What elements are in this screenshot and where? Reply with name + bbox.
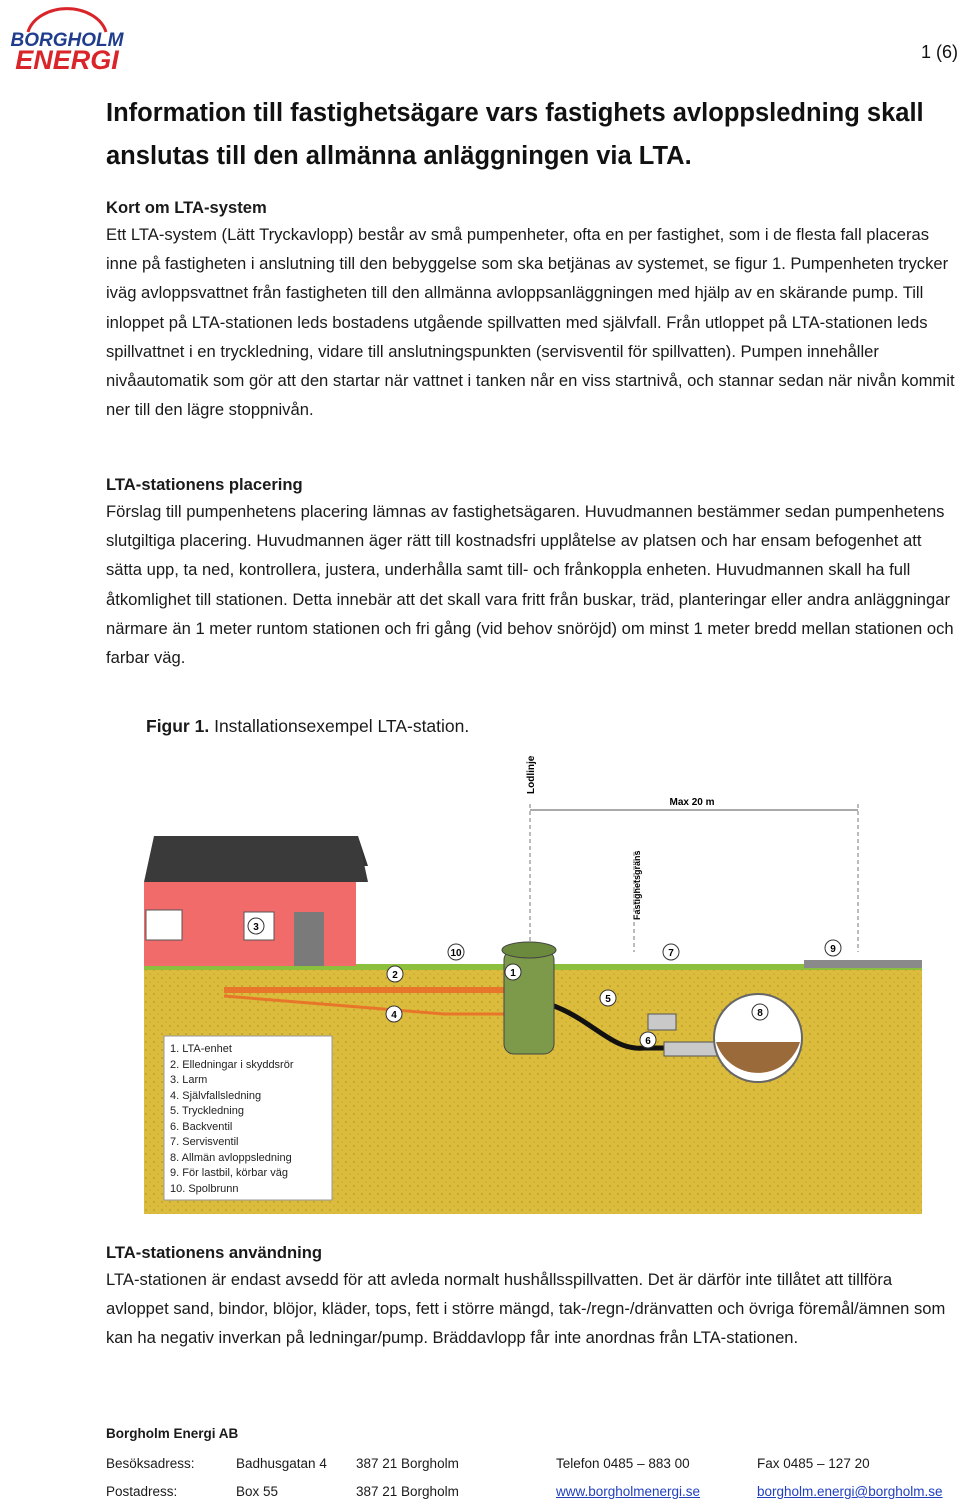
lodlinje-label: Lodlinje xyxy=(526,755,537,794)
legend-item-2: 2. Elledningar i skyddsrör xyxy=(170,1059,294,1071)
post-box: Box 55 xyxy=(236,1484,279,1499)
page-number-current: 1 xyxy=(920,42,931,62)
figure-caption-label: Figur 1. xyxy=(146,716,210,736)
section-heading: LTA-stationens användning xyxy=(106,1243,323,1262)
marker-1: 1 xyxy=(510,968,516,979)
legend-item-7: 7. Servisventil xyxy=(170,1136,239,1148)
marker-3: 3 xyxy=(253,922,259,933)
legend-item-4: 4. Självfallsledning xyxy=(170,1090,262,1102)
lta-tank-lid xyxy=(502,942,556,958)
house-door xyxy=(294,912,324,966)
service-valve xyxy=(648,1014,676,1030)
marker-10: 10 xyxy=(450,948,462,959)
legend-item-6: 6. Backventil xyxy=(170,1121,233,1133)
page-title: Information till fastighetsägare vars fastighets avloppsledning skall anslutas till den allmänna anläggningen via LTA. xyxy=(106,99,924,170)
marker-9: 9 xyxy=(830,944,836,955)
footer-visit-row xyxy=(106,1456,956,1476)
footer-company: Borgholm Energi AB xyxy=(106,1426,239,1441)
post-label: Postadress: xyxy=(106,1484,178,1499)
page-number-total: (6) xyxy=(936,42,958,62)
visit-street: Badhusgatan 4 xyxy=(236,1456,327,1471)
visit-city: 387 21 Borgholm xyxy=(356,1456,459,1471)
section-body: Ett LTA-system (Lätt Tryckavlopp) består av små pumpenheter, ofta en per fastighet, som i de flesta fall placeras inne på fastigheten i anslutning till den bebyggelse som ska betjänas av systemet, se figur 1. Pumpenheten trycker iväg avloppsvattnet från fastigheten till den allmänna avloppsanläggningen med hjälp av en skärande pump. Till inloppet på LTA-stationen leds bostadens utgående spillvatten med självfall. Från utloppet på LTA-stationen leds spillvattnet i en tryckledning, vidare till anslutningspunkten (servisventil för spillvatten). Pumpen innehåller nivåautomatik som gör att den startar när vattnet i tanken når en viss startnivå, och stannar sedan när nivån kommit ner till den lägre stoppnivån. xyxy=(106,225,955,420)
section-heading: LTA-stationens placering xyxy=(106,475,303,494)
marker-8: 8 xyxy=(757,1008,763,1019)
section-anvandning xyxy=(106,1241,956,1353)
legend-item-10: 10. Spolbrunn xyxy=(170,1183,239,1195)
section-heading: Kort om LTA-system xyxy=(106,198,267,217)
house-window-left xyxy=(146,910,182,940)
section-body: Förslag till pumpenhetens placering lämnas av fastighetsägaren. Huvudmannen bestämmer sedan pumpenhetens slutgiltiga placering. Huvudmannen äger rätt till kostnadsfri upplåtelse av platsen och har ensam befogenhet att sätta upp, ta ned, kontrollera, justera, underhålla samt till- och frånkoppla enheten. Huvudmannen skall ha full åtkomlighet till stationen. Detta innebär att det skall vara fritt från buskar, träd, planteringar eller andra anläggningar närmare än 1 meter runtom stationen och fri gång (vid behov snöröjd) om minst 1 meter bredd mellan stationen och farbar väg. xyxy=(106,502,954,668)
post-city: 387 21 Borgholm xyxy=(356,1484,459,1499)
company-logo xyxy=(6,2,128,72)
legend-item-3: 3. Larm xyxy=(170,1074,208,1086)
max-distance-label: Max 20 m xyxy=(669,797,715,808)
visit-label: Besöksadress: xyxy=(106,1456,195,1471)
marker-7: 7 xyxy=(668,948,674,959)
marker-6: 6 xyxy=(645,1036,651,1047)
section-body: LTA-stationen är endast avsedd för att avleda normalt hushållsspillvatten. Det är därför inte tillåtet att tillföra avloppet sand, bindor, blöjor, kläder, tops, fett i större mängd, tak-/regn-/dränvatten och övriga föremål/ämnen som kan ha negativ inverkan på ledningar/pump. Bräddavlopp får inte anordnas från LTA-stationen. xyxy=(106,1270,946,1348)
legend-item-9: 9. För lastbil, körbar väg xyxy=(170,1167,288,1179)
fastighetsgrans-label: Fastighetsgräns xyxy=(632,850,642,920)
logo-text-top: BORGHOLM xyxy=(10,30,124,51)
house-roof-main xyxy=(144,836,368,882)
figure-caption-text: Installationsexempel LTA-station. xyxy=(214,716,470,736)
figure-caption xyxy=(146,716,469,737)
section-placering xyxy=(106,473,956,672)
marker-5: 5 xyxy=(605,994,611,1005)
website-link[interactable]: www.borgholmenergi.se xyxy=(556,1484,701,1499)
legend-item-1: 1. LTA-enhet xyxy=(170,1043,232,1055)
page-number xyxy=(921,42,958,63)
legend-item-5: 5. Tryckledning xyxy=(170,1105,244,1117)
legend-item-8: 8. Allmän avloppsledning xyxy=(170,1152,292,1164)
page-footer xyxy=(106,1426,956,1499)
footer-post-row xyxy=(106,1484,956,1504)
marker-4: 4 xyxy=(391,1010,397,1021)
road xyxy=(804,960,922,968)
fax: Fax 0485 – 127 20 xyxy=(757,1456,870,1471)
email-link[interactable]: borgholm.energi@borgholm.se xyxy=(757,1484,943,1499)
installation-diagram xyxy=(144,752,922,1214)
marker-2: 2 xyxy=(392,970,398,981)
section-kort-om-lta xyxy=(106,196,956,424)
logo-text-bottom: ENERGI xyxy=(15,45,119,72)
phone: Telefon 0485 – 883 00 xyxy=(556,1456,690,1471)
